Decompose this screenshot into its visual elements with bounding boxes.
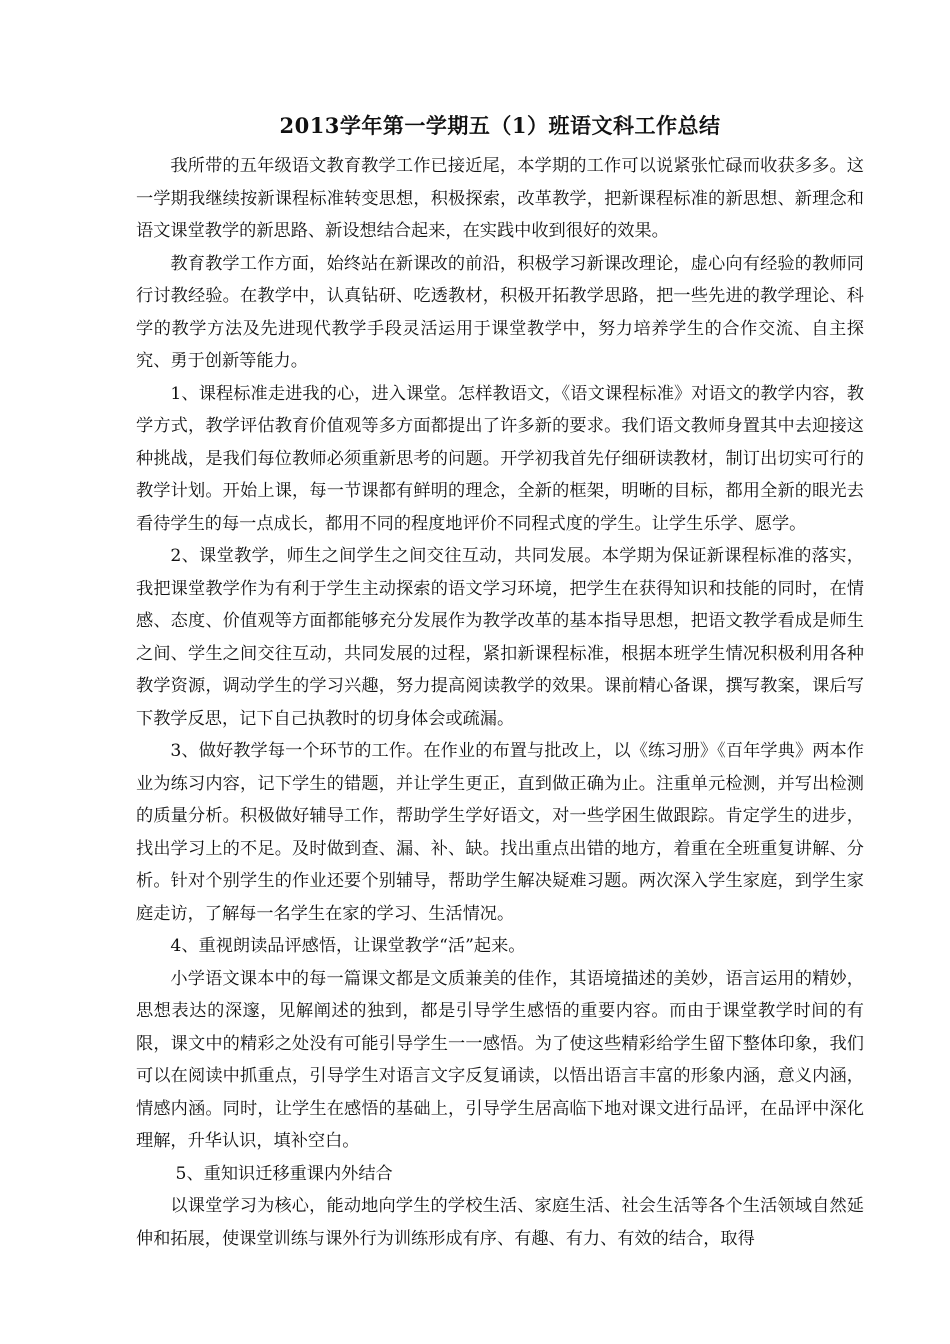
paragraph-intro: 我所带的五年级语文教育教学工作已接近尾，本学期的工作可以说紧张忙碌而收获多多。这一学期我继续按新课程标准转变思想，积极探索，改革教学，把新课程标准的新思想、新理念和语文课堂教学的新思路、新设想结合起来，在实践中收到很好的效果。: [136, 156, 864, 241]
paragraph-item-4-heading: 4、重视朗读品评感悟，让课堂教学“活”起来。: [170, 936, 526, 956]
paragraph-item-4-body: 小学语文课本中的每一篇课文都是文质兼美的佳作，其语境描述的美妙，语言运用的精妙，思想表达的深邃，见解阐述的独到，都是引导学生感悟的重要内容。而由于课堂教学时间的有限，课文中的精彩之处没有可能引导学生一一感悟。为了使这些精彩给学生留下整体印象，我们可以在阅读中抓重点，引导学生对语言文字反复诵读，以悟出语言丰富的形象内涵，意义内涵，情感内涵。同时，让学生在感悟的基础上，引导学生居高临下地对课文进行品评，在品评中深化理解，升华认识，填补空白。: [136, 968, 864, 1151]
document-title: 2013学年第一学期五（1）班语文科工作总结: [279, 113, 721, 138]
paragraph-item-5-heading: 5、重知识迁移重课内外结合: [175, 1163, 393, 1184]
paragraph-item-2: 2、课堂教学，师生之间学生之间交往互动，共同发展。本学期为保证新课程标准的落实，我把课堂教学作为有利于学生主动探索的语文学习环境，把学生在获得知识和技能的同时，在情感、态度、价值观等方面都能够充分发展作为教学改革的基本指导思想，把语文教学看成是师生之间、学生之间交往互动，共同发展的过程，紧扣新课程标准，根据本班学生情况积极利用各种教学资源，调动学生的学习兴趣，努力提高阅读教学的效果。课前精心备课，撰写教案，课后写下教学反思，记下自己执教时的切身体会或疏漏。: [136, 546, 864, 729]
paragraph-item-1: 1、课程标准走进我的心，进入课堂。怎样教语文，《语文课程标准》对语文的教学内容，教学方式，教学评估教育价值观等多方面都提出了许多新的要求。我们语文教师身置其中去迎接这种挑战，是我们每位教师必须重新思考的问题。开学初我首先仔细研读教材，制订出切实可行的教学计划。开始上课，每一节课都有鲜明的理念，全新的框架，明晰的目标，都用全新的眼光去看待学生的每一点成长，都用不同的程度地评价不同程式度的学生。让学生乐学、愿学。: [136, 383, 864, 534]
document-page: [136, 108, 864, 1255]
paragraph-teaching-work: 教育教学工作方面，始终站在新课改的前沿，积极学习新课改理论，虚心向有经验的教师同行讨教经验。在教学中，认真钻研、吃透教材，积极开拓教学思路，把一些先进的教学理论、科学的教学方法及先进现代教学手段灵活运用于课堂教学中，努力培养学生的合作交流、自主探究、勇于创新等能力。: [136, 253, 864, 371]
paragraph-item-3: 3、做好教学每一个环节的工作。在作业的布置与批改上，以《练习册》《百年学典》两本作业为练习内容，记下学生的错题，并让学生更正，直到做正确为止。注重单元检测，并写出检测的质量分析。积极做好辅导工作，帮助学生学好语文，对一些学困生做跟踪。肯定学生的进步，找出学习上的不足。及时做到查、漏、补、缺。找出重点出错的地方，着重在全班重复讲解、分析。针对个别学生的作业还要个别辅导，帮助学生解决疑难习题。两次深入学生家庭，到学生家庭走访，了解每一名学生在家的学习、生活情况。: [136, 741, 864, 924]
paragraph-item-5-body: 以课堂学习为核心，能动地向学生的学校生活、家庭生活、社会生活等各个生活领域自然延伸和拓展，使课堂训练与课外行为训练形成有序、有趣、有力、有效的结合，取得: [136, 1196, 864, 1249]
